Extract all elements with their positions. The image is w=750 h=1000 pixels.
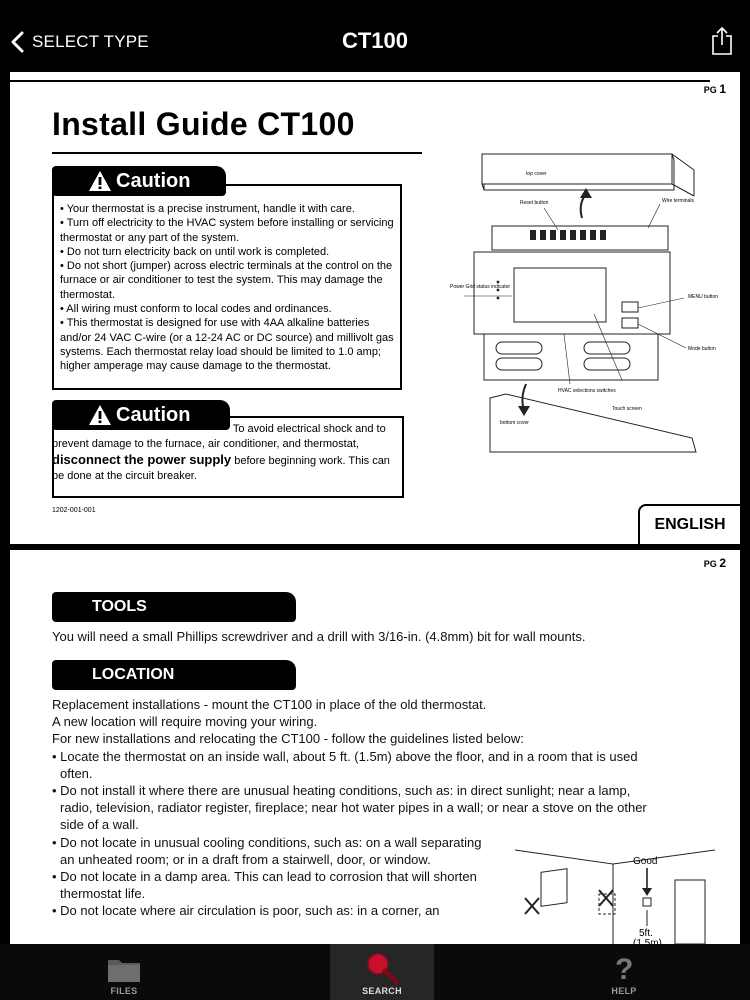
- label-menu: MENU button: [688, 294, 719, 300]
- location-line: Replacement installations - mount the CT100 in place of the old thermostat.: [52, 697, 487, 712]
- tab-files-label: FILES: [110, 986, 138, 996]
- page-number: [704, 556, 726, 570]
- warning-icon: [88, 170, 112, 192]
- location-heading: LOCATION: [52, 660, 296, 690]
- caution-item: • Turn off electricity to the HVAC system before installing or servicing thermostat or any part of the system.: [60, 217, 394, 244]
- tab-search[interactable]: [330, 944, 434, 1000]
- caution-item: • Do not short (jumper) across electric terminals at the control on the furnace or air conditioner to test the system. This may damage the thermostat.: [60, 260, 393, 301]
- thermostat-diagram: [434, 148, 719, 452]
- nav-title: CT100: [341, 28, 409, 53]
- caution-text-2: [52, 422, 402, 484]
- share-icon[interactable]: [710, 26, 734, 56]
- caution-label-2: Caution: [116, 403, 191, 426]
- title-rule: [52, 152, 422, 154]
- back-button-label: SELECT TYPE: [32, 32, 149, 51]
- label-reset: Reset button: [520, 200, 549, 206]
- language-tab: ENGLISH: [638, 504, 742, 544]
- folder-icon: [106, 954, 142, 984]
- label-mode: Mode button: [688, 346, 716, 352]
- search-icon: [364, 952, 400, 984]
- label-touch: Touch screen: [612, 406, 642, 412]
- tools-text: You will need a small Phillips screwdriver and a drill with 3/16-in. (4.8mm) bit for wall mounts.: [52, 629, 586, 644]
- caution-heading-1: [52, 166, 226, 196]
- location-bullet: • Do not locate in unusual cooling conditions, such as: on a wall separating an unheated room; or in a draft from a stairwell, door, or window.: [52, 834, 482, 867]
- page-number-value: 1: [719, 82, 726, 96]
- tab-search-label: SEARCH: [362, 986, 402, 996]
- label-top-cover: top cover: [526, 171, 547, 177]
- top-nav-bar: [0, 0, 750, 72]
- location-bullet: • Do not locate in a damp area. This can lead to corrosion that will shorten thermostat life.: [52, 869, 477, 902]
- page-prefix: PG: [703, 85, 717, 95]
- location-bullet: • Do not install it where there are unusual heating conditions, such as: in direct sunlight; near a lamp, radio, television, radiator register, fireplace; near hot water pipes in a wall; or near a stove on the other side of a wall.: [52, 783, 647, 833]
- caution-item: • Your thermostat is a precise instrument, handle it with care.: [60, 203, 355, 215]
- page-number-value: 2: [719, 556, 726, 570]
- caution2-strong: disconnect the power supply: [52, 452, 232, 467]
- help-icon: [609, 952, 639, 984]
- doc-title: Install Guide CT100: [52, 106, 355, 142]
- caution-item: • All wiring must conform to local codes and ordinances.: [60, 303, 332, 316]
- caution2-rest: before beginning work. This can be done at the circuit breaker.: [52, 455, 390, 482]
- location-bullet: • Locate the thermostat on an inside wall, about 5 ft. (1.5m) above the floor, and in a room that is used often.: [52, 748, 638, 781]
- caution-label-1: Caution: [116, 169, 191, 192]
- caution-list-1: [60, 202, 400, 374]
- label-hvac: HVAC selections switches: [558, 388, 616, 394]
- label-power: Power Grid status indicator: [450, 284, 511, 290]
- location-line: For new installations and relocating the CT100 - follow the guidelines listed below:: [52, 731, 524, 747]
- caution-item: • Do not turn electricity back on until work is completed.: [60, 245, 330, 258]
- document-page-2[interactable]: [10, 550, 740, 944]
- page-prefix: PG: [703, 559, 717, 569]
- tools-heading: TOOLS: [52, 592, 296, 622]
- location-line: A new location will require moving your wiring.: [52, 714, 318, 730]
- page-number: [704, 82, 726, 96]
- placement-illustration: [515, 850, 715, 944]
- label-good: Good: [633, 856, 658, 867]
- document-page-1[interactable]: [10, 72, 740, 544]
- caution-item: • This thermostat is designed for use with 4AA alkaline batteries and/or 24 VAC C-wire (or a 12-24 AC or DC source) and millivolt gas systems. Each thermostat relay load should be limited to 1.0 amp; higher amperage may cause damage to the thermostat.: [60, 317, 394, 373]
- tab-files[interactable]: [72, 944, 176, 1000]
- label-wire: Wire terminals: [662, 198, 694, 204]
- label-height: 5ft.: [639, 928, 653, 939]
- location-bullet: • Do not locate where air circulation is poor, such as: in a corner, an: [52, 903, 440, 919]
- svg-text:?: ?: [615, 953, 634, 986]
- document-id: 1202-001-001: [52, 507, 96, 514]
- label-bottom: bottom cover: [500, 420, 529, 426]
- page-top-rule: [10, 80, 710, 82]
- tab-help[interactable]: [572, 944, 676, 1000]
- bottom-tab-bar: [0, 944, 750, 1000]
- tab-help-label: HELP: [611, 986, 637, 996]
- caution2-intro: To avoid electrical shock and to prevent damage to the furnace, air conditioner, and thermostat,: [52, 423, 386, 450]
